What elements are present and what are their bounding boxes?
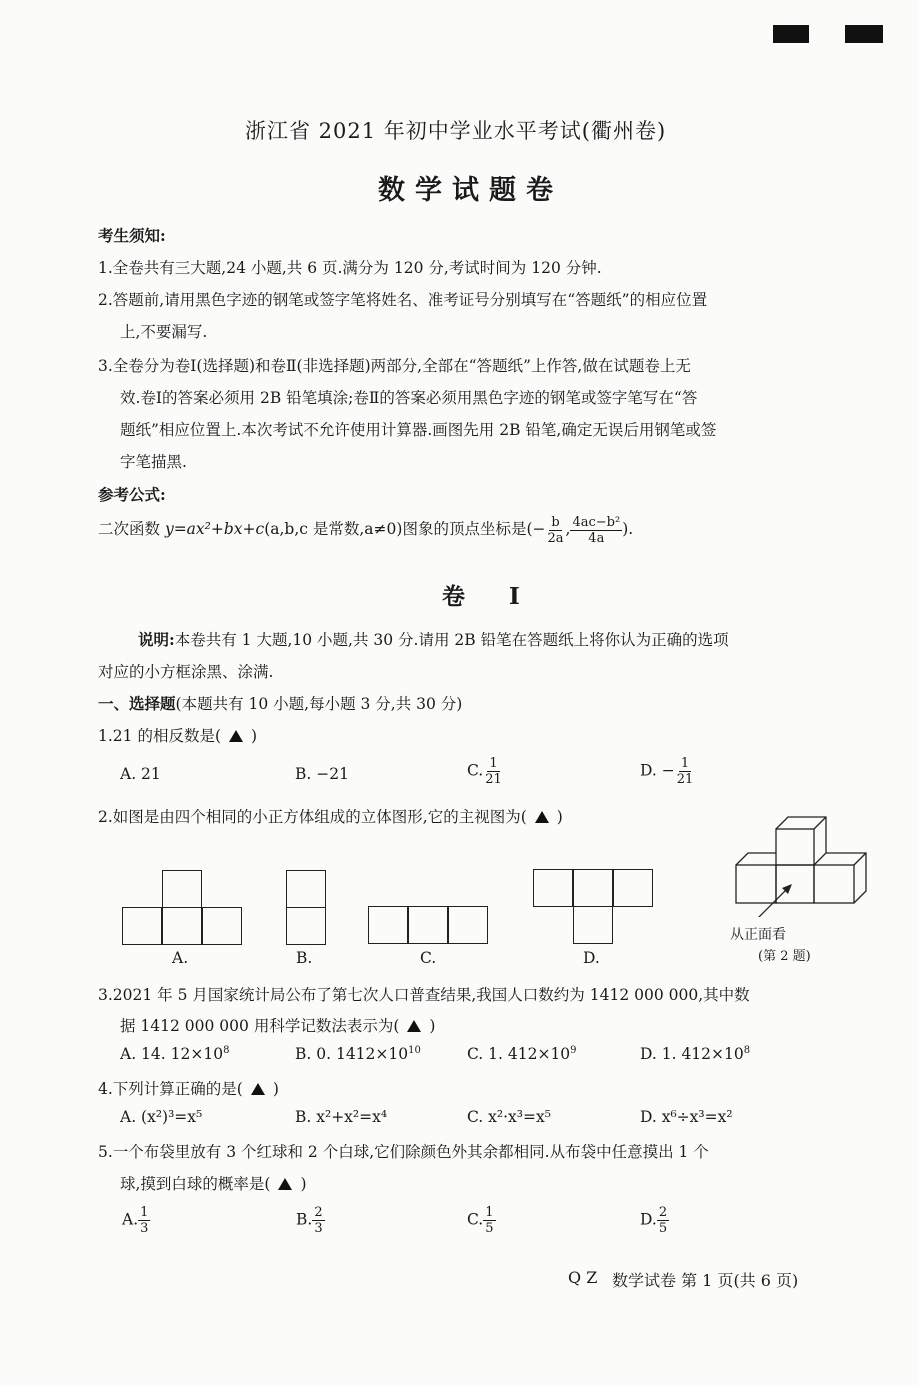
q1-option-b: B. −21 xyxy=(295,765,349,783)
section-note-line-1 xyxy=(138,628,729,650)
answer-triangle-icon xyxy=(251,1083,265,1095)
q4-stem: 4.下列计算正确的是( ) xyxy=(98,1080,279,1098)
q2-figure-caption: (第 2 题) xyxy=(758,949,811,964)
notice-heading: 考生须知: xyxy=(98,226,166,245)
q2-solid-figure xyxy=(730,812,875,917)
q3-line-1: 3.2021 年 5 月国家统计局公布了第七次人口普查结果,我国人口数约为 1412 000 000,其中数 xyxy=(98,986,750,1004)
q3-option-c: C. 1. $412\times 10^9$ xyxy=(467,1045,577,1064)
notice-line-4: 3.全卷分为卷Ⅰ(选择题)和卷Ⅱ(非选择题)两部分,全部在“答题纸”上作答,做在试题卷上无 xyxy=(98,357,691,375)
q1-stem: 1.21 的相反数是( ) xyxy=(98,727,258,745)
q1-option-c: C. $\frac{1}{21}$ xyxy=(467,756,502,787)
part-title-detail: (本题共有 10 小题,每小题 3 分,共 30 分) xyxy=(175,695,463,713)
section-note-line-2: 对应的小方框涂黑、涂满. xyxy=(98,663,274,681)
notice-line-5: 效.卷Ⅰ的答案必须用 2B 铅笔填涂;卷Ⅱ的答案必须用黑色字迹的钢笔或签字笔写在“答 xyxy=(120,389,698,407)
q4-option-c: C. x²·x³=x⁵ xyxy=(467,1108,551,1126)
vertex-y-fraction xyxy=(570,515,622,546)
notice-line-2: 2.答题前,请用黑色字迹的钢笔或签字笔将姓名、准考证号分别填写在“答题纸”的相应位置 xyxy=(98,291,708,309)
section-title: 卷 Ⅰ xyxy=(442,583,538,610)
footer-page-info: 数学试卷 第 1 页(共 6 页) xyxy=(612,1271,799,1290)
q4-option-d: D. x⁶÷x³=x² xyxy=(640,1108,733,1126)
corner-mark-left xyxy=(773,25,809,43)
vertex-y-denominator: 4a xyxy=(588,530,605,546)
formula-condition: (a,b,c 是常数,a≠0)图象的顶点坐标是(− xyxy=(264,520,546,538)
subject-title: 数学试题卷 xyxy=(378,175,563,206)
q4-option-b: B. x²+x²=x⁴ xyxy=(295,1108,388,1126)
answer-triangle-icon xyxy=(229,730,243,742)
q2-view-direction-label: 从正面看 xyxy=(730,927,786,943)
formula-suffix: ). xyxy=(622,520,634,538)
formula-comma: , xyxy=(565,520,571,538)
q3-option-d: D. 1. $412\times 10^8$ xyxy=(640,1045,751,1064)
q5-line-1: 5.一个布袋里放有 3 个红球和 2 个白球,它们除颜色外其余都相同.从布袋中任意摸出 1 个 xyxy=(98,1143,709,1161)
q1-option-a: A. 21 xyxy=(120,765,161,783)
q3-option-a: A. 14. $12\times 10^8$ xyxy=(120,1045,230,1064)
section-note-text: 本卷共有 1 大题,10 小题,共 30 分.请用 2B 铅笔在答题纸上将你认为正确的选项 xyxy=(174,631,729,649)
part-title: 一、选择题(本题共有 10 小题,每小题 3 分,共 30 分) xyxy=(98,694,463,713)
vertex-y-numerator: 4ac−b² xyxy=(572,514,621,530)
notice-line-3: 上,不要漏写. xyxy=(120,323,208,341)
q5-option-c: C. $\frac{1}{5}$ xyxy=(467,1205,494,1236)
q2-label-b: B. xyxy=(296,949,313,967)
notice-line-6: 题纸”相应位置上.本次考试不允许使用计算器.画图先用 2B 铅笔,确定无误后用钢笔或签 xyxy=(120,421,717,439)
q5-line-2: 球,摸到白球的概率是( ) xyxy=(120,1175,307,1193)
q2-stem: 2.如图是由四个相同的小正方体组成的立体图形,它的主视图为( ) xyxy=(98,808,563,826)
q5-option-b: B. $\frac{2}{3}$ xyxy=(296,1205,323,1236)
q2-label-a: A. xyxy=(172,949,189,967)
formula-prefix: 二次函数 xyxy=(98,520,165,538)
q3-line-2: 据 1412 000 000 用科学记数法表示为( ) xyxy=(120,1017,436,1035)
q2-label-c: C. xyxy=(420,949,437,967)
q3-option-b: B. 0. $1412\times 10^{10}$ xyxy=(295,1045,421,1064)
vertex-x-fraction xyxy=(545,515,565,546)
q4-option-a: A. (x²)³=x⁵ xyxy=(120,1108,203,1126)
formula-line xyxy=(98,512,633,546)
vertex-x-denominator: 2a xyxy=(547,530,564,546)
footer-code: Q Z xyxy=(568,1268,598,1287)
q2-label-d: D. xyxy=(583,949,600,967)
notice-line-1: 1.全卷共有三大题,24 小题,共 6 页.满分为 120 分,考试时间为 120 分钟. xyxy=(98,259,602,277)
q1-option-d: D. − $\frac{1}{21}$ xyxy=(640,756,694,787)
corner-mark-right xyxy=(845,25,883,43)
notice-line-7: 字笔描黑. xyxy=(120,453,187,471)
formula-function: y=ax²+bx+c xyxy=(164,520,265,538)
formula-heading: 参考公式: xyxy=(98,485,166,504)
answer-triangle-icon xyxy=(278,1178,292,1190)
answer-triangle-icon xyxy=(407,1020,421,1032)
exam-title: 浙江省 2021 年初中学业水平考试(衢州卷) xyxy=(245,119,667,143)
answer-triangle-icon xyxy=(535,811,549,823)
section-note-label: 说明: xyxy=(138,630,175,649)
q5-option-d: D. $\frac{2}{5}$ xyxy=(640,1205,668,1236)
vertex-x-numerator: b xyxy=(551,514,560,530)
q5-option-a: A. $\frac{1}{3}$ xyxy=(122,1205,149,1236)
